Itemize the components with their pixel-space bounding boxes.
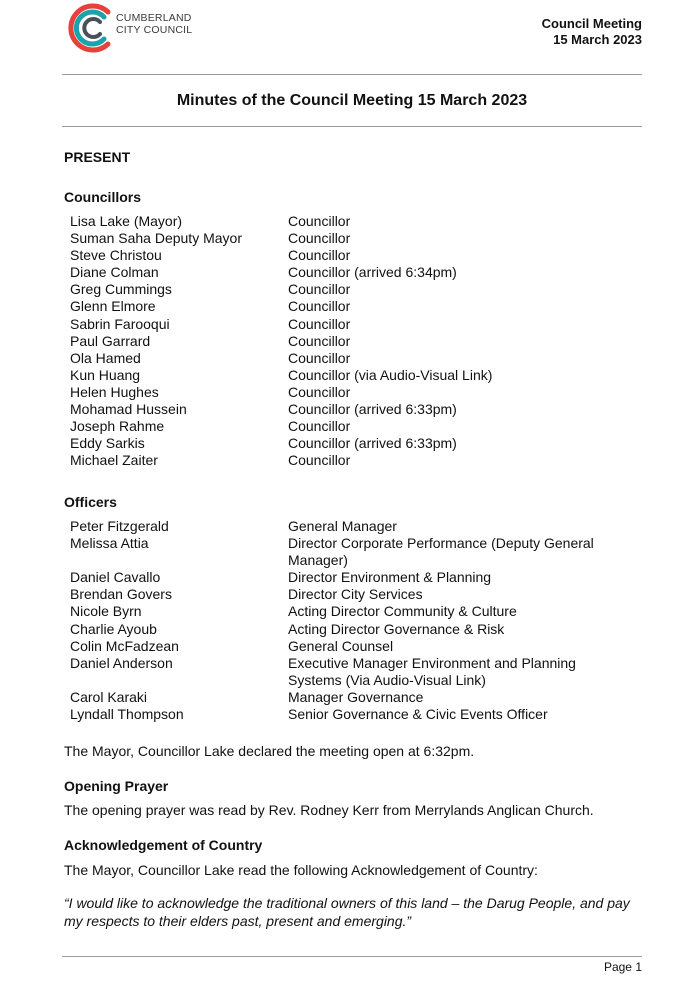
attendee-row — [70, 230, 628, 247]
attendee-role: Councillor (arrived 6:33pm) — [288, 435, 457, 452]
attendee-role: Director City Services — [288, 586, 423, 603]
attendee-row — [70, 706, 628, 723]
attendee-row — [70, 213, 628, 230]
cumberland-logo-icon — [64, 0, 120, 56]
attendee-name: Glenn Elmore — [70, 298, 156, 315]
attendee-row — [70, 655, 628, 689]
attendee-row — [70, 452, 628, 469]
attendee-name: Ola Hamed — [70, 349, 141, 366]
attendee-name: Peter Fitzgerald — [70, 518, 169, 534]
attendee-role: Councillor — [288, 418, 351, 435]
attendee-name: Mohamad Hussein — [70, 401, 187, 418]
attendee-row — [70, 569, 628, 586]
present-heading: PRESENT — [64, 149, 131, 165]
attendee-name: Steve Christou — [70, 247, 162, 264]
attendee-role: Councillor (arrived 6:34pm) — [288, 264, 457, 281]
attendee-row — [70, 264, 628, 281]
attendee-role: Councillor — [288, 332, 351, 349]
attendee-row — [70, 435, 628, 452]
attendee-row — [70, 621, 628, 638]
acknowledgement-intro: The Mayor, Councillor Lake read the following Acknowledgement of Country: — [64, 862, 538, 878]
attendee-row — [70, 638, 628, 655]
attendee-role: Councillor — [288, 383, 351, 400]
attendee-name: Kun Huang — [70, 366, 141, 383]
org-name — [116, 12, 192, 36]
opening-prayer-text: The opening prayer was read by Rev. Rodney Kerr from Merrylands Anglican Church. — [64, 802, 594, 818]
meeting-label: Council Meeting — [541, 16, 642, 31]
attendee-role: Councillor — [288, 213, 351, 229]
attendee-name: Michael Zaiter — [70, 452, 158, 469]
meeting-date: 15 March 2023 — [553, 32, 642, 47]
attendee-row — [70, 281, 628, 298]
attendee-name: Charlie Ayoub — [70, 620, 157, 637]
title-divider — [62, 126, 642, 127]
attendee-row — [70, 518, 628, 535]
page-title: Minutes of the Council Meeting 15 March 2023 — [176, 92, 528, 109]
councillors-heading: Councillors — [64, 189, 142, 205]
attendee-role: Director Corporate Performance (Deputy General Manager) — [288, 535, 594, 569]
attendee-row — [70, 333, 628, 350]
attendee-row — [70, 586, 628, 603]
attendee-role: Councillor — [288, 247, 351, 264]
attendee-role: Councillor (arrived 6:33pm) — [288, 401, 457, 418]
attendee-name: Daniel Cavallo — [70, 569, 161, 586]
attendee-role: Councillor — [288, 281, 351, 298]
attendee-role: Director Environment & Planning — [288, 569, 492, 586]
attendee-role: Acting Director Governance & Risk — [288, 620, 505, 637]
attendee-role: General Manager — [288, 518, 397, 534]
org-name-line2: CITY COUNCIL — [116, 24, 193, 36]
attendee-name: Diane Colman — [70, 264, 159, 281]
acknowledgement-heading: Acknowledgement of Country — [64, 837, 263, 853]
attendee-row — [70, 603, 628, 620]
attendee-name: Paul Garrard — [70, 332, 151, 349]
attendee-row — [70, 247, 628, 264]
attendee-row — [70, 298, 628, 315]
header-divider — [62, 74, 642, 75]
attendee-role: Executive Manager Environment and Planning Systems (Via Audio-Visual Link) — [288, 654, 576, 688]
attendee-role: Acting Director Community & Culture — [288, 603, 517, 620]
attendee-name: Brendan Govers — [70, 586, 172, 603]
opening-statement: The Mayor, Councillor Lake declared the meeting open at 6:32pm. — [64, 743, 475, 759]
attendee-name: Daniel Anderson — [70, 654, 173, 671]
page-number: Page 1 — [603, 960, 642, 974]
attendee-role: Manager Governance — [288, 688, 424, 705]
attendee-name: Melissa Attia — [70, 535, 149, 552]
attendee-name: Joseph Rahme — [70, 418, 165, 435]
attendee-role: Councillor — [288, 230, 351, 247]
attendee-role: Councillor — [288, 298, 351, 315]
attendee-row — [70, 316, 628, 333]
attendee-row — [70, 689, 628, 706]
officers-list — [70, 518, 628, 723]
footer-divider — [62, 956, 642, 957]
attendee-role: Councillor — [288, 315, 351, 332]
attendee-role: Councillor — [288, 349, 351, 366]
attendee-name: Lisa Lake (Mayor) — [70, 213, 183, 229]
attendee-name: Eddy Sarkis — [70, 435, 145, 452]
attendee-name: Helen Hughes — [70, 383, 159, 400]
attendee-row — [70, 401, 628, 418]
attendee-role: Senior Governance & Civic Events Officer — [288, 706, 548, 723]
acknowledgement-quote: “I would like to acknowledge the traditional owners of this land – the Darug People, and pay my respects to their elders past, present and emerging.” — [64, 895, 630, 929]
attendee-name: Colin McFadzean — [70, 637, 179, 654]
attendee-name: Nicole Byrn — [70, 603, 142, 620]
attendee-role: General Counsel — [288, 637, 394, 654]
attendee-name: Greg Cummings — [70, 281, 172, 298]
attendee-name: Carol Karaki — [70, 688, 148, 705]
meeting-header — [542, 16, 642, 48]
attendee-row — [70, 418, 628, 435]
attendee-role: Councillor (via Audio-Visual Link) — [288, 366, 493, 383]
officers-heading: Officers — [64, 494, 117, 510]
attendee-role: Councillor — [288, 452, 351, 469]
attendee-row — [70, 350, 628, 367]
attendee-name: Lyndall Thompson — [70, 706, 184, 723]
attendee-row — [70, 367, 628, 384]
opening-prayer-heading: Opening Prayer — [64, 778, 169, 794]
attendee-row — [70, 535, 628, 569]
attendee-name: Sabrin Farooqui — [70, 315, 170, 332]
org-name-line1: CUMBERLAND — [116, 12, 192, 24]
attendee-name: Suman Saha Deputy Mayor — [70, 230, 242, 247]
attendee-row — [70, 384, 628, 401]
councillors-list — [70, 213, 628, 469]
